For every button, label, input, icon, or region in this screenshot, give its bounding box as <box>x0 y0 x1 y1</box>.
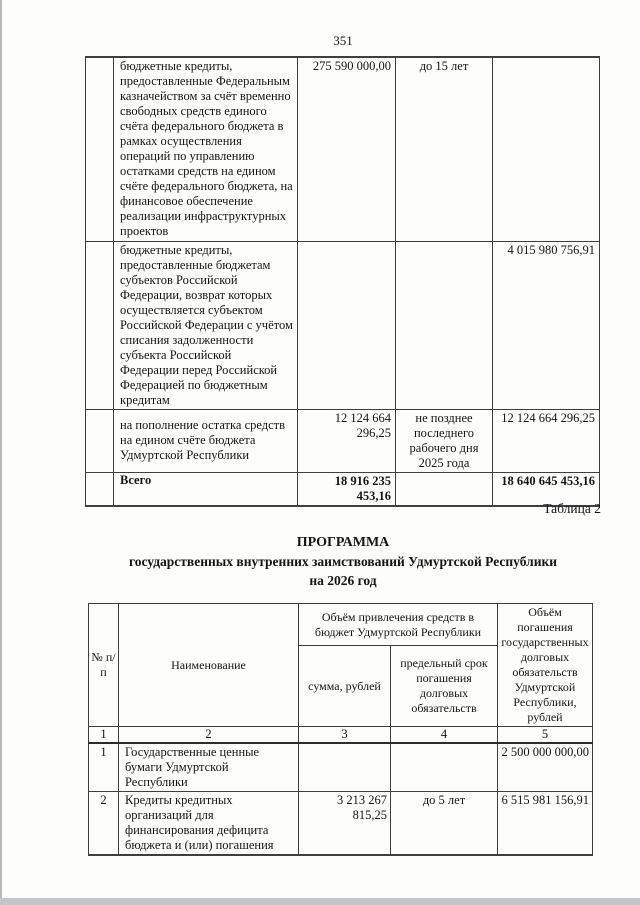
row-attraction-sum: 275 590 000,00 <box>298 57 396 241</box>
row-attraction-sum: 12 124 664 296,25 <box>298 409 396 472</box>
table-row <box>86 57 600 241</box>
column-number: 5 <box>498 727 593 744</box>
row-repayment-term: не позднее последнего рабочего дня 2025 года <box>396 409 493 472</box>
column-number: 3 <box>299 727 391 744</box>
program-title: ПРОГРАММА <box>296 535 390 550</box>
table-row <box>86 241 600 409</box>
row-name: бюджетные кредиты, предоставленные Федеральным казначейством за счёт временно свободных средств единого счёта федерального бюджета в рамках осуществления операций по управлению остатками средств на едином счёте федерального бюджета, на финансовое обеспечение реализации инфраструктурных проектов <box>114 57 298 241</box>
row-name: Государственные ценные бумаги Удмуртской Республики <box>119 743 299 792</box>
row-repayment-sum <box>493 57 600 241</box>
row-repayment-term <box>391 743 498 792</box>
row-repayment-term: до 5 лет <box>391 792 498 856</box>
table2-caption: Таблица 2 <box>543 501 601 516</box>
column-number: 2 <box>119 727 299 744</box>
header-name: Наименование <box>119 604 299 727</box>
row-repayment-sum: 2 500 000 000,00 <box>498 743 593 792</box>
header-attraction-sum: сумма, рублей <box>299 646 391 727</box>
column-numbers-row <box>89 727 593 744</box>
borrowings-table-2026 <box>88 603 593 856</box>
program-year: на 2026 год <box>309 573 377 588</box>
row-name: Кредиты кредитных организаций для финансирования дефицита бюджета и (или) погашения <box>119 792 299 856</box>
row-num-cell <box>86 241 114 409</box>
row-attraction-sum <box>299 743 391 792</box>
row-name: бюджетные кредиты, предоставленные бюджетам субъектов Российской Федерации, возврат которых осуществляется субъектом Российской Федерации с учётом списания задолженности субъекта Российской Федерации перед Российской Федерацией по бюджетным кредитам <box>114 241 298 409</box>
total-label: Всего <box>114 472 298 506</box>
column-number: 4 <box>391 727 498 744</box>
row-num-cell <box>86 57 114 241</box>
program-subtitle: государственных внутренних заимствований Удмуртской Республики <box>128 554 558 569</box>
row-repayment-sum: 4 015 980 756,91 <box>493 241 600 409</box>
row-repayment-term <box>396 241 493 409</box>
table-header-row <box>89 604 593 646</box>
table-row <box>86 409 600 472</box>
page-number: 351 <box>333 33 353 48</box>
header-attraction-term: предельный срок погашения долговых обязательств <box>391 646 498 727</box>
row-attraction-sum <box>298 241 396 409</box>
header-repayment: Объём погашения государственных долговых обязательств Удмуртской Республики, рублей <box>498 604 593 727</box>
borrowings-table-2025 <box>85 56 600 507</box>
row-num: 2 <box>89 792 119 856</box>
total-repayment-sum: 18 640 645 453,16 <box>493 472 600 506</box>
program-heading <box>60 533 626 590</box>
header-num: № п/п <box>89 604 119 727</box>
header-attraction-group: Объём привлечения средств в бюджет Удмуртской Республики <box>299 604 498 646</box>
row-num: 1 <box>89 743 119 792</box>
row-repayment-sum: 12 124 664 296,25 <box>493 409 600 472</box>
row-name: на пополнение остатка средств на едином счёте бюджета Удмуртской Республики <box>114 409 298 472</box>
row-repayment-sum: 6 515 981 156,91 <box>498 792 593 856</box>
scan-left-edge-artifact <box>0 0 2 905</box>
column-number: 1 <box>89 727 119 744</box>
total-attraction-sum: 18 916 235 453,16 <box>298 472 396 506</box>
table-row <box>89 743 593 792</box>
scan-bottom-edge-artifact <box>0 898 640 905</box>
row-num-cell <box>86 409 114 472</box>
row-attraction-sum: 3 213 267 815,25 <box>299 792 391 856</box>
row-repayment-term: до 15 лет <box>396 57 493 241</box>
table-row <box>89 792 593 856</box>
